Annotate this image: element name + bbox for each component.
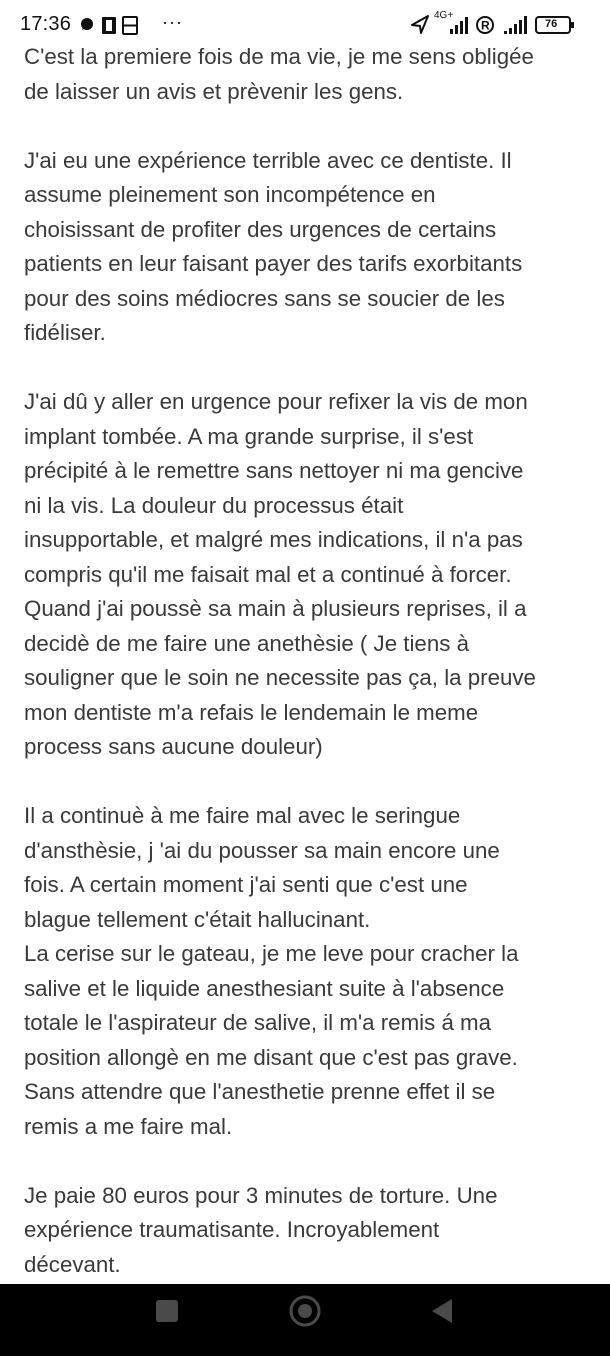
svg-text:R: R [481, 18, 490, 33]
sim-card-icon [102, 17, 116, 34]
chat-bubble-icon [81, 18, 93, 30]
review-paragraph-4: Il a continuè à me faire mal avec le seringue d'ansthèsie, j 'ai du pousser sa main encore une fois. A certain moment j'ai senti que c'est une blague tellement c'était hallucinant. La cerise sur le gateau, je me leve pour cracher la salive et le liquide anesthesiant suite à l'absence totale le l'aspirateur de salive, il m'a remis á ma position allongè en me disant que c'est pas grave. Sans attendre que l'anesthetie prenne effet il se remis a me faire mal. [24, 803, 519, 1139]
network-type-label: 4G+ [434, 10, 454, 21]
location-arrow-icon [412, 16, 428, 33]
back-icon[interactable] [432, 1299, 452, 1323]
status-time: 17:36 [20, 13, 72, 35]
battery-level: 76 [545, 18, 558, 30]
review-paragraph-1: C'est la premiere fois de ma vie, je me sens obligée de laisser un avis et prèvenir les gens. [24, 44, 534, 104]
signal-bars-icon-2 [504, 16, 527, 34]
navigation-bar [0, 1284, 610, 1356]
review-paragraph-3: J'ai dû y aller en urgence pour refixer la vis de mon implant tombée. A ma grande surprise, il s'est précipité à le remettre sans nettoyer ni ma gencive ni la vis. La douleur du processus était insupportable, et malgré mes indications, il n'a pas compris qu'il me faisait mal et a continué à forcer. Quand j'ai poussè sa main à plusieurs reprises, il a decidè de me faire une anethèsie ( Je tiens à souligner que le soin ne necessite pas ça, la preuve mon dentiste m'a refais le lendemain le meme process sans aucune douleur) [24, 389, 536, 759]
recents-button[interactable] [156, 1300, 178, 1322]
back-button[interactable] [432, 1299, 452, 1323]
review-paragraph-5: Je paie 80 euros pour 3 minutes de torture. Une expérience traumatisante. Incroyablement décevant. [24, 1182, 498, 1277]
recents-icon[interactable] [156, 1300, 178, 1322]
home-button[interactable] [291, 1297, 319, 1325]
home-icon[interactable] [298, 1304, 312, 1318]
status-right-icons [410, 10, 586, 35]
review-paragraph-2: J'ai eu une expérience terrible avec ce dentiste. Il assume pleinement son incompétence en choisissant de profiter des urgences de certains patients en leur faisant payer des tarifs exorbitants pour des soins médiocres sans se soucier de les fidéliser. [24, 147, 523, 345]
split-screen-icon [123, 17, 137, 34]
roaming-icon [477, 17, 493, 33]
review-text [24, 40, 590, 1317]
more-notifications-icon: ··· [162, 12, 183, 32]
